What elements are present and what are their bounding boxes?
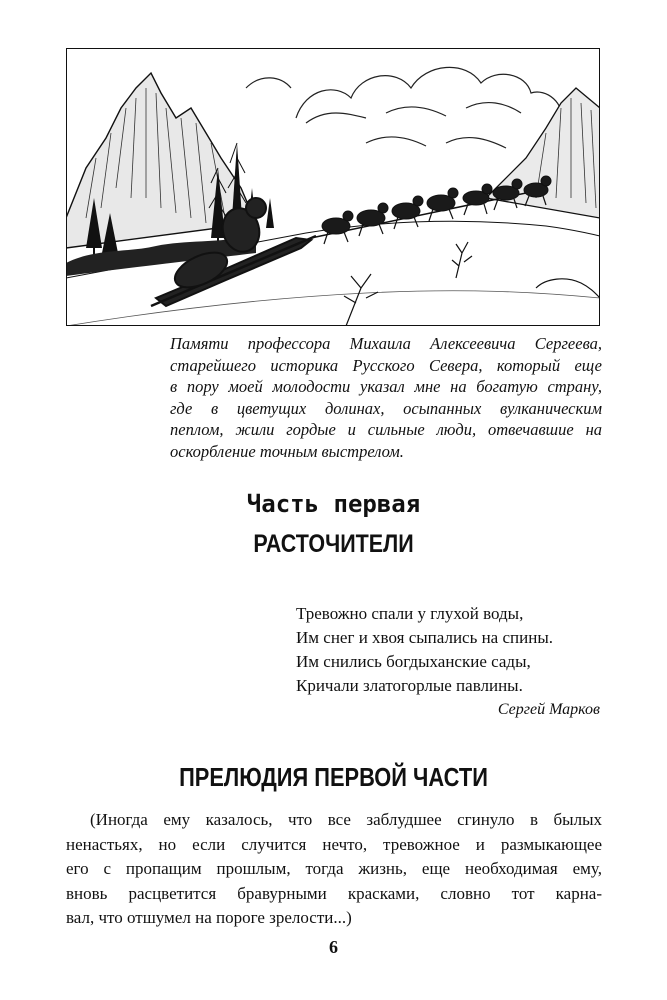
epigraph-line: Кричали златогорлые павлины.: [296, 676, 523, 695]
epigraph: [296, 602, 606, 722]
prelude-line: (Иногда ему казалось, что все заблудшее сгинуло в былых: [90, 810, 602, 829]
dedication-line: где в цветущих долинах, осыпанных вулканическим: [170, 398, 602, 418]
prelude-title: ПРЕЛЮДИЯ ПЕРВОЙ ЧАСТИ: [179, 762, 488, 792]
prelude-line: вновь расцветится бравурными красками, словно тот карна-: [66, 883, 602, 903]
epigraph-author: Сергей Марков: [497, 701, 600, 718]
dedication-line: в пору моей молодости указал мне на богатую страну,: [170, 377, 602, 396]
prelude-line: его с пропащим прошлым, тогда жизнь, еще необходимая ему,: [66, 859, 602, 878]
epigraph-line: Тревожно спали у глухой воды,: [296, 604, 524, 623]
prelude-line: вал, что отшумел на пороге зрелости...): [66, 908, 352, 927]
prelude-paragraph: [66, 808, 602, 931]
part-label: Часть первая: [246, 490, 421, 518]
dedication-line: оскорбление точным выстрелом.: [170, 441, 404, 461]
epigraph-line: Им снег и хвоя сыпались на спины.: [296, 628, 553, 647]
dedication-line: пеплом, жили гордые и сильные люди, отвечавшие на: [170, 420, 602, 439]
prelude-line: ненастьях, но если случится нечто, тревожное и размыкающее: [66, 834, 602, 854]
dedication: [170, 333, 602, 462]
epigraph-line: Им снились богдыханские сады,: [296, 652, 531, 671]
part-title: РАСТОЧИТЕЛИ: [253, 530, 414, 558]
dedication-line: старейшего историка Русского Севера, который еще: [170, 355, 602, 375]
dedication-line: Памяти профессора Михаила Алексеевича Сергеева,: [170, 334, 602, 353]
dog-sled-illustration: [66, 48, 600, 326]
page-number: 6: [329, 937, 338, 957]
